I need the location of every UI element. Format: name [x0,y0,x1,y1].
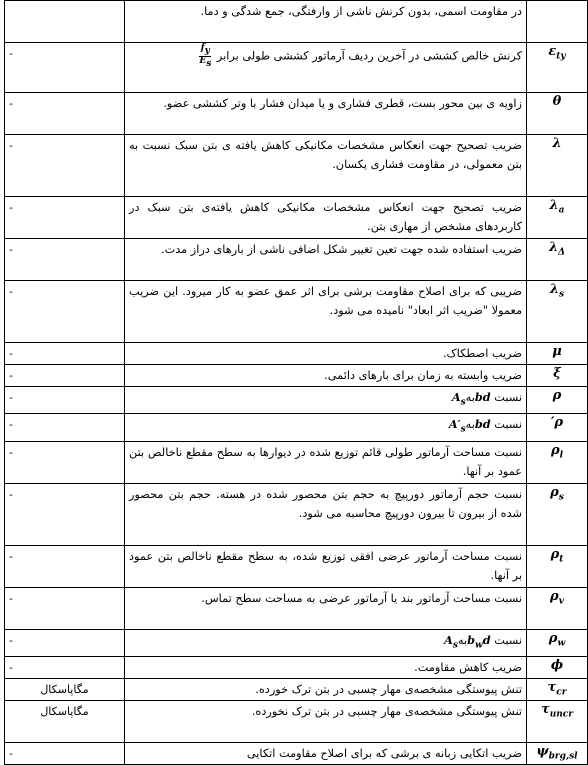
description-cell: ضریبی که برای اصلاح مقاومت برشی برای اثر عمق عضو به کار میرود. این ضریب معمولا "ضریب اثر ابعاد" نامیده می شود. [125,281,527,343]
unit-cell: - [5,365,125,387]
table-row [5,197,588,239]
table-row [5,343,588,365]
table-row [5,700,588,742]
table-row [5,656,588,678]
unit-cell [5,1,125,43]
description-cell: ضریب استفاده شده جهت تعین تغییر شکل اضافی ناشی از بارهای دراز مدت. [125,239,527,281]
unit-cell: - [5,239,125,281]
description-cell: تنش پیوستگی مشخصه‌ی مهار چسبی در بتن ترک خورده. [125,678,527,700]
symbol-cell: $\rho_v$ [527,587,588,629]
table-row [5,93,588,135]
unit-cell: - [5,483,125,545]
table-row [5,629,588,656]
table-row [5,441,588,483]
description-cell: ضریب کاهش مقاومت. [125,656,527,678]
unit-cell: - [5,197,125,239]
table-row [5,483,588,545]
formula-fraction: $\frac{f_y}{E_s}$ [199,43,212,69]
symbol-cell: $\rho_w$ [527,629,588,656]
table-row [5,135,588,197]
symbol-cell: $\rho_t$ [527,545,588,587]
unit-cell: - [5,43,125,93]
description-cell: نسبت $bdبهA'_s$ [125,414,527,441]
unit-cell: - [5,587,125,629]
table-row [5,545,588,587]
symbol-cell: $\rho_s$ [527,483,588,545]
symbol-cell: μ [527,343,588,365]
unit-cell: مگاپاسکال [5,700,125,742]
table-row [5,43,588,93]
symbol-cell: $\lambda_a$ [527,197,588,239]
unit-cell: - [5,281,125,343]
symbol-cell: λ [527,135,588,197]
table-row [5,365,588,387]
symbol-cell: $\rho_l$ [527,441,588,483]
unit-cell: - [5,742,125,764]
description-cell: تنش پیوستگی مشخصه‌ی مهار چسبی در بتن ترک نخورده. [125,700,527,742]
unit-cell: - [5,656,125,678]
description-cell: در مقاومت اسمی، بدون کرنش ناشی از وارفتگی، جمع شدگی و دما. [125,1,527,43]
unit-cell: - [5,135,125,197]
description-cell: زاویه ی بین محور بست، قطری فشاری و یا میدان فشار با وتر کششی عضو. [125,93,527,135]
table-row [5,678,588,700]
description-cell: نسبت مساحت آرماتور بند یا آرماتور عرضی به مساحت سطح تماس. [125,587,527,629]
symbol-cell: $\lambda_s$ [527,281,588,343]
symbols-table [4,0,588,765]
description-cell: ضریب تصحیح جهت انعکاس مشخصات مکانیکی کاهش یافته‌ی بتن سبک در کاربردهای مشخص از مهاری بتن. [125,197,527,239]
table-row [5,414,588,441]
unit-cell: - [5,414,125,441]
description-cell: نسبت مساحت آرماتور عرضی افقی توزیع شده، به سطح مقطع ناخالص بتن عمود بر آنها. [125,545,527,587]
symbol-cell: ρ [527,387,588,414]
unit-cell: - [5,545,125,587]
symbol-cell: θ [527,93,588,135]
unit-cell: - [5,343,125,365]
unit-cell: مگاپاسکال [5,678,125,700]
symbol-cell: ϕ [527,656,588,678]
description-cell: نسبت حجم آرماتور دورپیچ به حجم بتن محصور شده در هسته. حجم بتن محصور شده از بیرون تا بیرون دورپیچ محاسبه می شود. [125,483,527,545]
table-row [5,1,588,43]
unit-cell: - [5,387,125,414]
description-cell: ضریب اتکایی زبانه ی برشی که برای اصلاح مقاومت اتکایی [125,742,527,764]
symbol-cell: ξ [527,365,588,387]
symbol-cell: $\varepsilon_{ty}$ [527,43,588,93]
symbol-cell: $\lambda_\Delta$ [527,239,588,281]
description-cell: ضریب وابسته به زمان برای بارهای دائمی. [125,365,527,387]
unit-cell: - [5,93,125,135]
description-cell: نسبت bdبهA$_s$ [125,387,527,414]
table-row [5,387,588,414]
symbol-cell: $\psi_{brg,sl}$ [527,742,588,764]
symbol-cell: ρ′ [527,414,588,441]
description-cell: ضریب اصطکاک. [125,343,527,365]
symbol-cell: $\tau_{uncr}$ [527,700,588,742]
table-row [5,239,588,281]
table-row [5,742,588,764]
description-cell: ضریب تصحیح جهت انعکاس مشخصات مکانیکی کاهش یافته ی بتن سبک نسبت به بتن معمولی، در مقاومت فشاری یکسان. [125,135,527,197]
description-cell: کرنش خالص کششی در آخرین ردیف آرماتور کششی طولی برابر $\frac{f_y}{E_s}$ [125,43,527,93]
symbol-cell [527,1,588,43]
description-cell: نسبت $b_wdبهA_s$ [125,629,527,656]
table-row [5,281,588,343]
symbol-cell: $\tau_{cr}$ [527,678,588,700]
table-row [5,587,588,629]
description-cell: نسبت مساحت آرماتور طولی قائم توزیع شده در دیوارها به سطح مقطع ناخالص بتن عمود بر آنها. [125,441,527,483]
unit-cell: - [5,629,125,656]
unit-cell: - [5,441,125,483]
